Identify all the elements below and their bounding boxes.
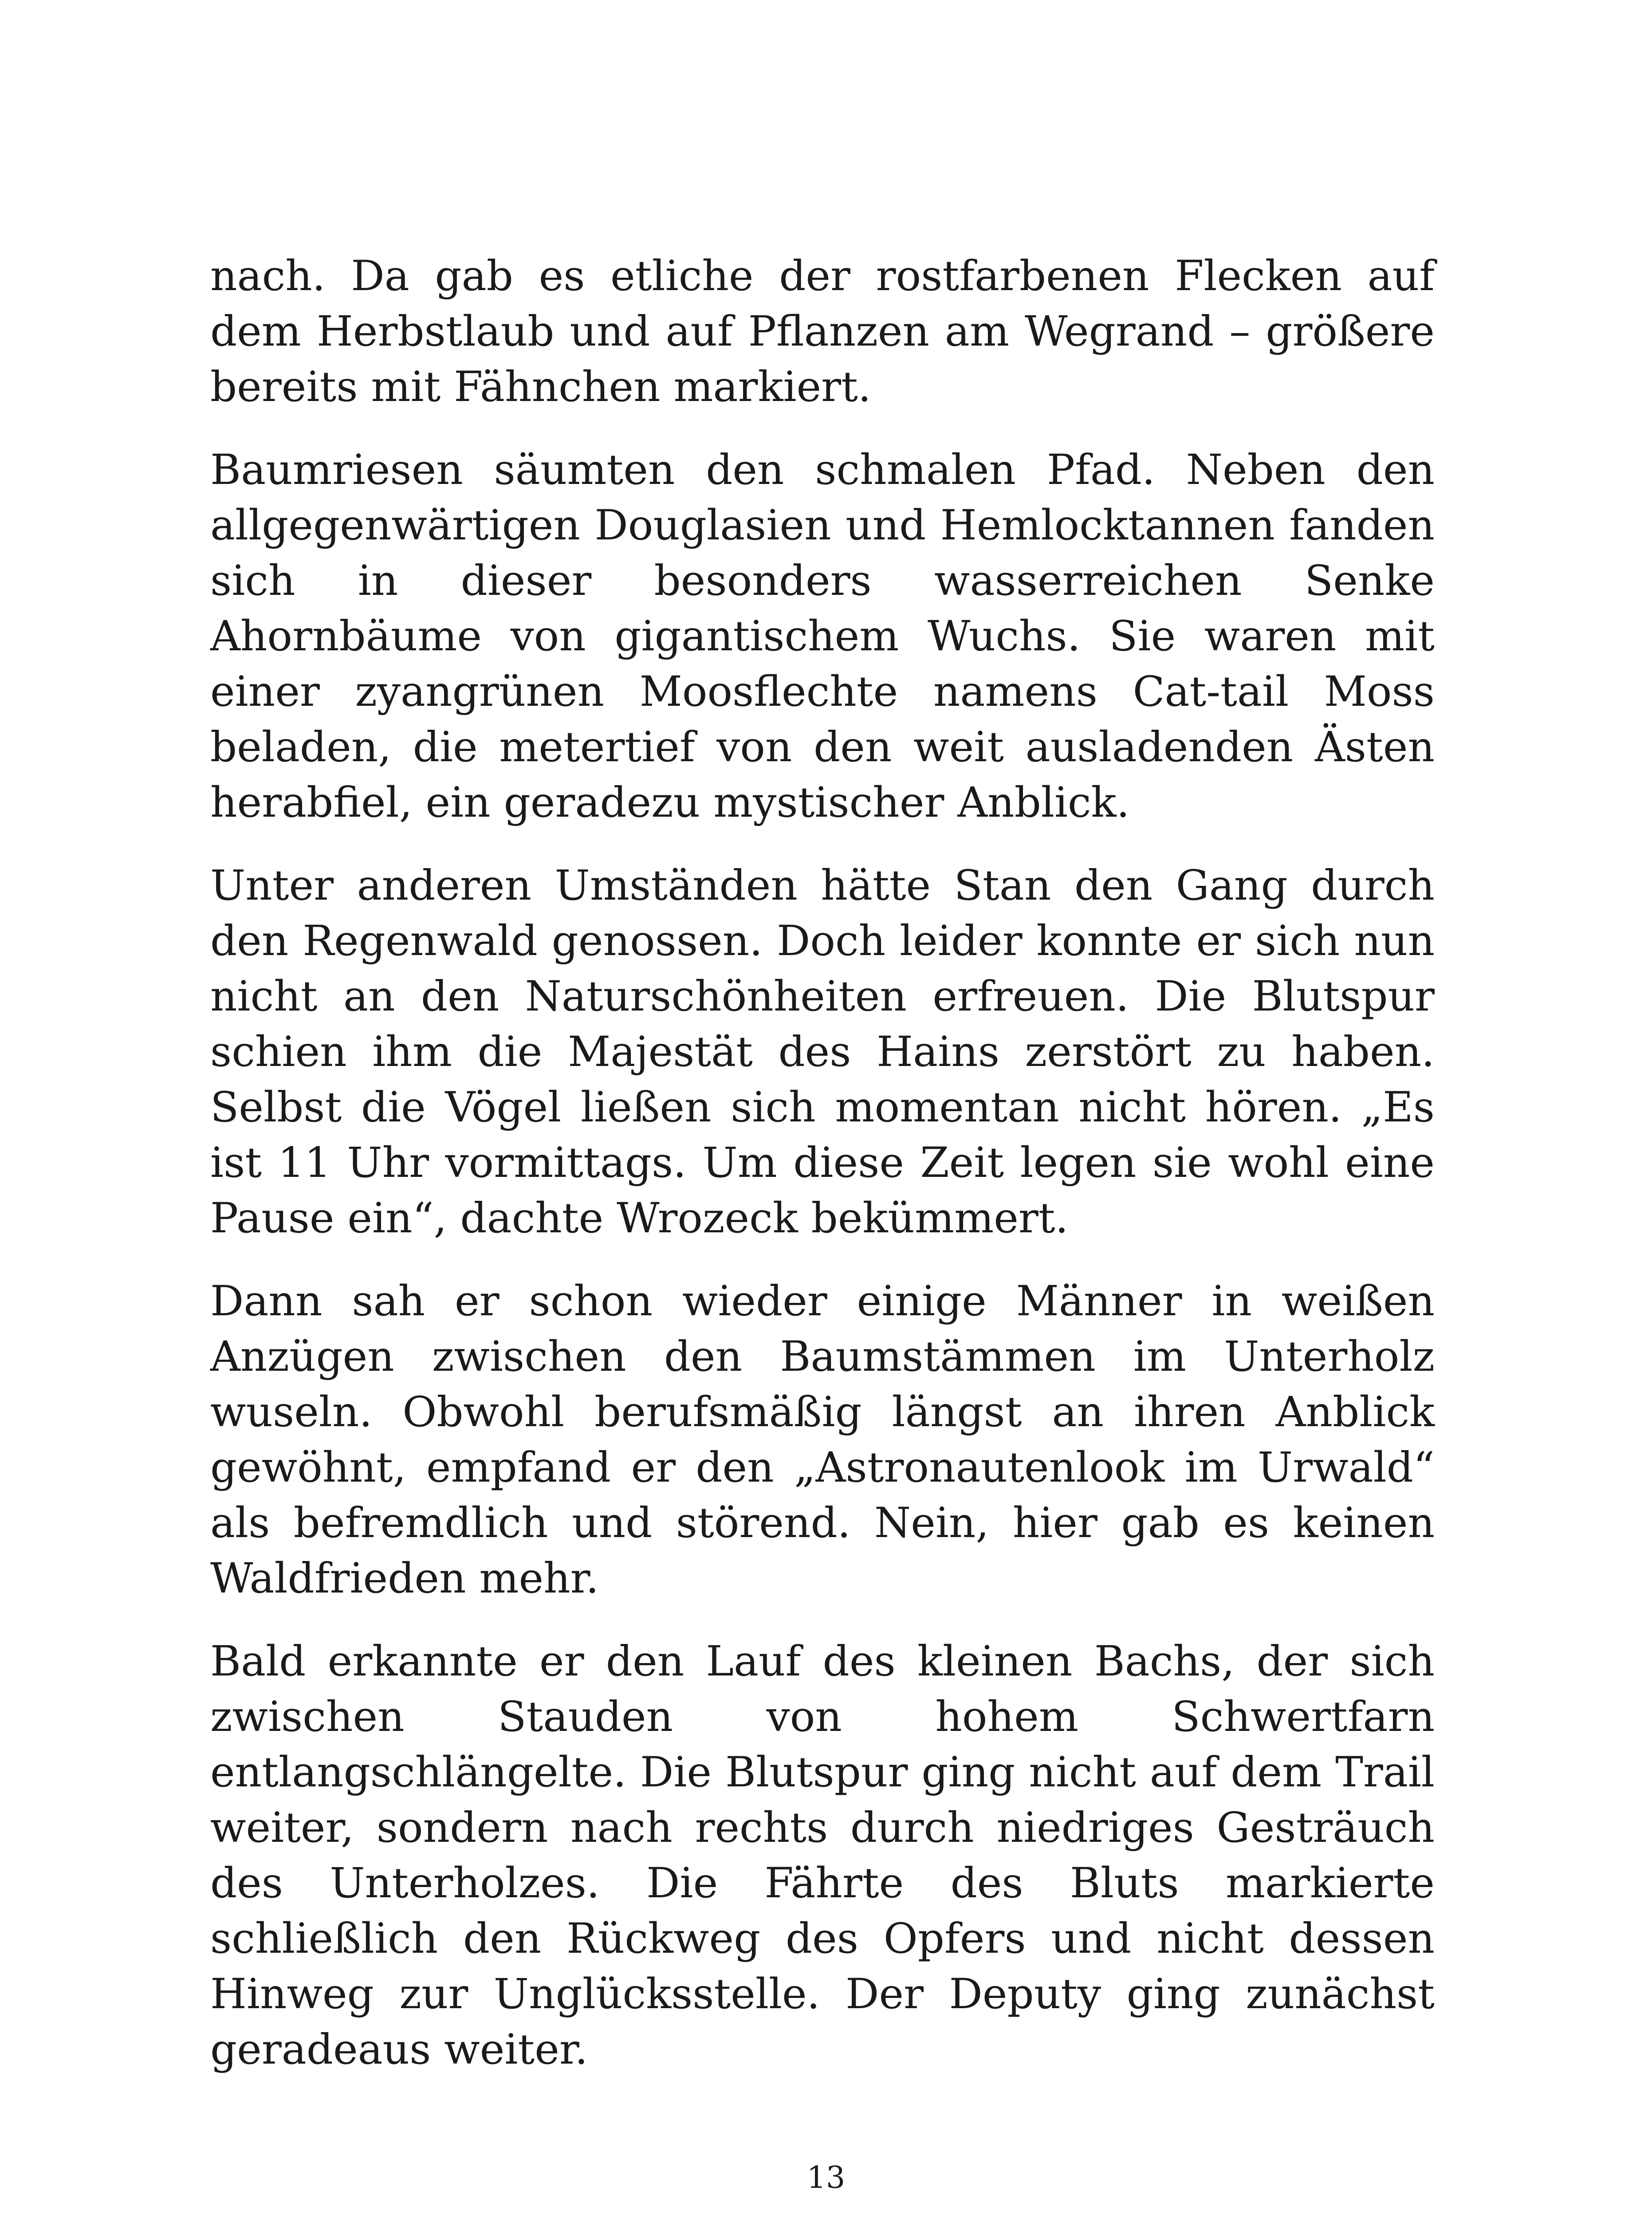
paragraph-4: Dann sah er schon wieder einige Männer in weißen Anzügen zwischen den Baumstämmen im Unterholz wuseln. Obwohl berufsmäßig längst an ihren Anblick gewöhnt, empfand er den „Astronautenlook im Urwald“ als befremdlich und störend. Nein, hier gab es keinen Waldfrieden mehr.	[210, 1277, 1435, 1603]
paragraph-5: Bald erkannte er den Lauf des kleinen Bachs, der sich zwischen Stauden von hohem Schwertfarn entlangschlängelte. Die Blutspur ging nicht auf dem Trail weiter, sondern nach rechts durch niedriges Gesträuch des Unterholzes. Die Fährte des Bluts markierte schließlich den Rückweg des Opfers und nicht dessen Hinweg zur Unglücksstelle. Der Deputy ging zunächst geradeaus weiter.	[210, 1637, 1435, 2074]
paragraph-2: Baumriesen säumten den schmalen Pfad. Neben den allgegenwärtigen Douglasien und Hemlocktannen fanden sich in dieser besonders wasserreichen Senke Ahornbäume von gigantischem Wuchs. Sie waren mit einer zyangrünen Moosflechte namens Cat-tail Moss beladen, die metertief von den weit ausladenden Ästen herabfiel, ein geradezu mystischer Anblick.	[210, 446, 1435, 827]
paragraph-3: Unter anderen Umständen hätte Stan den Gang durch den Regenwald genossen. Doch leider konnte er sich nun nicht an den Naturschönheiten erfreuen. Die Blutspur schien ihm die Majestät des Hains zerstört zu haben. Selbst die Vögel ließen sich momentan nicht hören. „Es ist 11 Uhr vormittags. Um diese Zeit legen sie wohl eine Pause ein“, dachte Wrozeck bekümmert.	[210, 861, 1435, 1243]
paragraph-1: nach. Da gab es etliche der rostfarbenen Flecken auf dem Herbstlaub und auf Pflanzen am Wegrand – größere bereits mit Fähnchen markiert.	[210, 252, 1435, 411]
page-number: 13	[806, 2160, 846, 2195]
body-text	[210, 248, 1435, 2105]
